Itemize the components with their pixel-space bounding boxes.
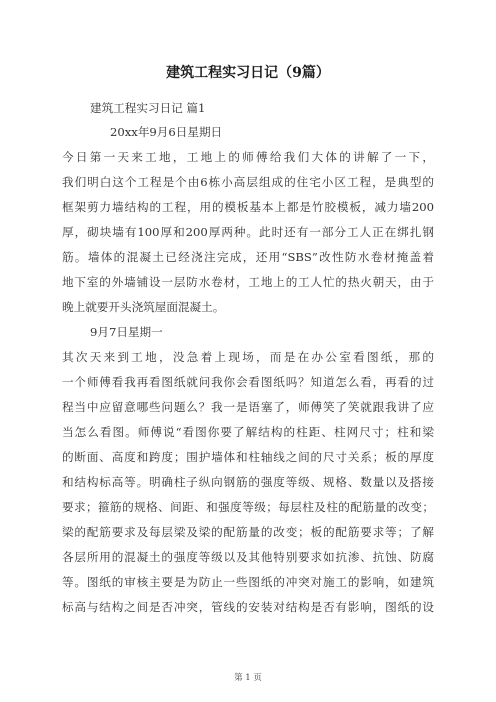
paragraph-line: 厚，砌块墙有100厚和200厚两种。此时还有一部分工人正在绑扎钢 (62, 225, 434, 239)
paragraph-line: 晚上就要开头浇筑屋面混凝土。 (62, 300, 225, 314)
paragraph-line: 梁的配筋要求及每层梁及梁的配筋量的改变；板的配筋要求等；了解 (62, 525, 434, 539)
section-heading: 建筑工程实习日记 篇1 (90, 101, 206, 115)
paragraph-line: 一个师傅看我再看图纸就问我你会看图纸吗？知道怎么看，再看的过 (62, 375, 434, 389)
paragraph-line: 其次天来到工地，没急着上现场，而是在办公室看图纸，那的 (62, 350, 434, 364)
paragraph-line: 我们明白这个工程是个由6栋小高层组成的住宅小区工程，是典型的 (62, 175, 434, 189)
paragraph-line: 筋。墙体的混凝土已经浇注完成，还用“SBS”改性防水卷材掩盖着 (62, 250, 434, 264)
entry-date: 20xx年9月6日星期日 (110, 125, 223, 139)
paragraph-line: 要求；箍筋的规格、间距、和强度等级；每层柱及柱的配筋量的改变； (62, 500, 434, 514)
document-title: 建筑工程实习日记（9篇） (166, 65, 330, 81)
paragraph-line: 标高与结构之间是否冲突，管线的安装对结构是否有影响，图纸的设 (62, 600, 434, 614)
page-number: 第 1 页 (234, 673, 262, 683)
paragraph-line: 的断面、高度和跨度；围护墙体和柱轴线之间的尺寸关系；板的厚度 (62, 450, 434, 464)
paragraph-line: 等。图纸的审核主要是为防止一些图纸的冲突对施工的影响，如建筑 (62, 575, 434, 589)
paragraph-line: 地下室的外墙铺设一层防水卷材，工地上的工人忙的热火朝天，由于 (62, 275, 434, 289)
paragraph-line: 程当中应留意哪些问题么？我一是语塞了，师傅笑了笑就跟我讲了应 (62, 400, 434, 414)
paragraph-line: 各层所用的混凝土的强度等级以及其他特别要求如抗渗、抗蚀、防腐 (62, 550, 434, 564)
paragraph-line: 框架剪力墙结构的工程，用的模板基本上都是竹胶模板，减力墙200 (62, 200, 434, 214)
paragraph-line: 当怎么看图。师傅说“看图你要了解结构的柱距、柱网尺寸；柱和梁 (62, 425, 434, 439)
paragraph-line: 和结构标高等。明确柱子纵向钢筋的强度等级、规格、数量以及搭接 (62, 475, 434, 489)
paragraph-line: 今日第一天来工地，工地上的师傅给我们大体的讲解了一下， (62, 150, 434, 164)
entry-date: 9月7日星期一 (90, 325, 163, 339)
